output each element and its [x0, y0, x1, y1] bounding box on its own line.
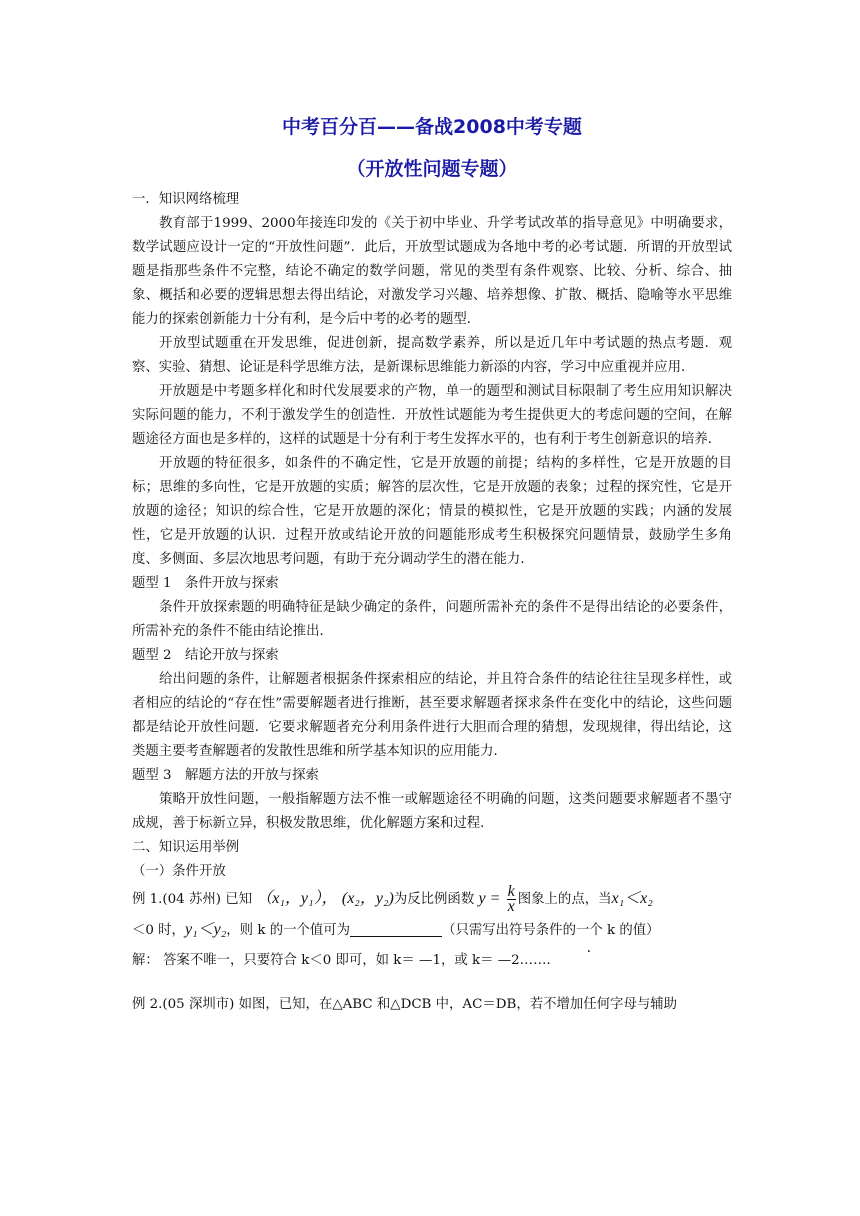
example-1-prefix: 例 1.(04 苏州) 已知: [132, 892, 252, 907]
paragraph: 开放题是中考题多样化和时代发展要求的产物，单一的题型和测试目标限制了考生应用知识解决实际问题的能力，不利于激发学生的创造性．开放性试题能为考生提供更大的考虑问题的空间，在解题途径方面也是多样的，这样的试题是十分有利于考生发挥水平的，也有利于考生创新意识的培养．: [132, 384, 732, 447]
condition-y: y₁＜y₂: [184, 921, 227, 938]
example-1-line2-mid: ，则 k 的一个值可为: [226, 923, 351, 938]
example-1-line-1: [132, 884, 732, 915]
type-description: 条件开放探索题的明确特征是缺少确定的条件，问题所需补充的条件不是得出结论的必要条件，所需补充的条件不能由结论推出．: [132, 600, 732, 639]
example-1-mid: 为反比例函数: [393, 892, 475, 907]
fraction-k-over-x: [507, 885, 516, 914]
solution-1: 解： 答案不唯一，只要符合 k＜0 即可，如 k＝ —1，或 k＝ —2……．: [132, 953, 560, 968]
type-label: 题型 3 解题方法的开放与探索: [132, 768, 319, 783]
example-1-line2-end-a: （只需写出符号条件的: [442, 923, 576, 938]
example-1-line2-end-b: k 的值）: [602, 923, 660, 938]
document-title: 中考百分百——备战2008中考专题: [282, 116, 582, 138]
type-description: 策略开放性问题，一般指解题方法不惟一或解题途径不明确的问题，这类问题要求解题者不墨守成规，善于标新立异，积极发散思维，优化解题方案和过程．: [132, 792, 732, 831]
example-1-line2-start: ＜0 时，: [132, 923, 185, 938]
type-description: 给出问题的条件，让解题者根据条件探索相应的结论，并且符合条件的结论往往呈现多样性，或者相应的结论的“存在性”需要解题者进行推断，甚至要求解题者探求条件在变化中的结论，这些问题都是结论开放性问题．它要求解题者充分利用条件进行大胆而合理的猜想，发现规律，得出结论，这类题主要考查解题者的发散性思维和所学基本知识的应用能力．: [132, 672, 732, 759]
emphasis-text: 一个: [575, 923, 603, 938]
subsection-heading: （一）条件开放: [132, 864, 226, 879]
section-heading-2: 二、知识运用举例: [132, 840, 240, 855]
type-label: 题型 1 条件开放与探索: [132, 576, 279, 591]
paragraph: 教育部于1999、2000年接连印发的《关于初中毕业、升学考试改革的指导意见》中明确要求，数学试题应设计一定的“开放性问题”．此后，开放型试题成为各地中考的必考试题．所谓的开放型试题是指那些条件不完整，结论不确定的数学问题，常见的类型有条件观察、比较、分析、综合、抽象、概括和必要的逻辑思想去得出结论，对激发学习兴趣、培养想像、扩散、概括、隐喻等水平思维能力的探索创新能力十分有利，是今后中考的必考的题型．: [132, 216, 732, 327]
document-subtitle: （开放性问题专题）: [346, 158, 518, 180]
example-2: 例 2.(05 深圳市) 如图，已知，在△ABC 和△DCB 中，AC＝DB，若不增加任何字母与辅助: [132, 997, 678, 1012]
paragraph: 开放型试题重在开发思维，促进创新，提高数学素养，所以是近几年中考试题的热点考题．观察、实验、猜想、论证是科学思维方法，是新课标思维能力新添的内容，学习中应重视并应用．: [132, 336, 732, 375]
type-label: 题型 2 结论开放与探索: [132, 648, 279, 663]
point-2: (x₂，y₂): [341, 890, 394, 907]
example-1-line-2: [132, 915, 732, 946]
fraction-denominator: x: [507, 898, 515, 915]
answer-blank: [350, 920, 442, 937]
document-page: [132, 112, 732, 1020]
equation-lhs: y =: [478, 890, 501, 907]
point-1: （x₁，y₁），: [256, 890, 338, 907]
spacer: [132, 976, 732, 990]
paragraph: 开放题的特征很多，如条件的不确定性，它是开放题的前提；结构的多样性，它是开放题的目标；思维的多向性，它是开放题的实质；解答的层次性，它是开放题的表象；过程的探究性，它是开放题的途径；知识的综合性，它是开放题的深化；情景的模拟性，它是开放题的实践；内涵的发展性，它是开放题的认识．过程开放或结论开放的问题能形成考生积极探究问题情景，鼓励学生多角度、多侧面、多层次地思考问题，有助于充分调动学生的潜在能力．: [132, 456, 732, 567]
section-heading-1: 一．知识网络梳理: [132, 192, 240, 207]
condition-x: x₁＜x₂: [611, 890, 653, 907]
fraction-numerator: k: [507, 883, 515, 900]
example-1-after: 图象上的点，当: [517, 892, 612, 907]
